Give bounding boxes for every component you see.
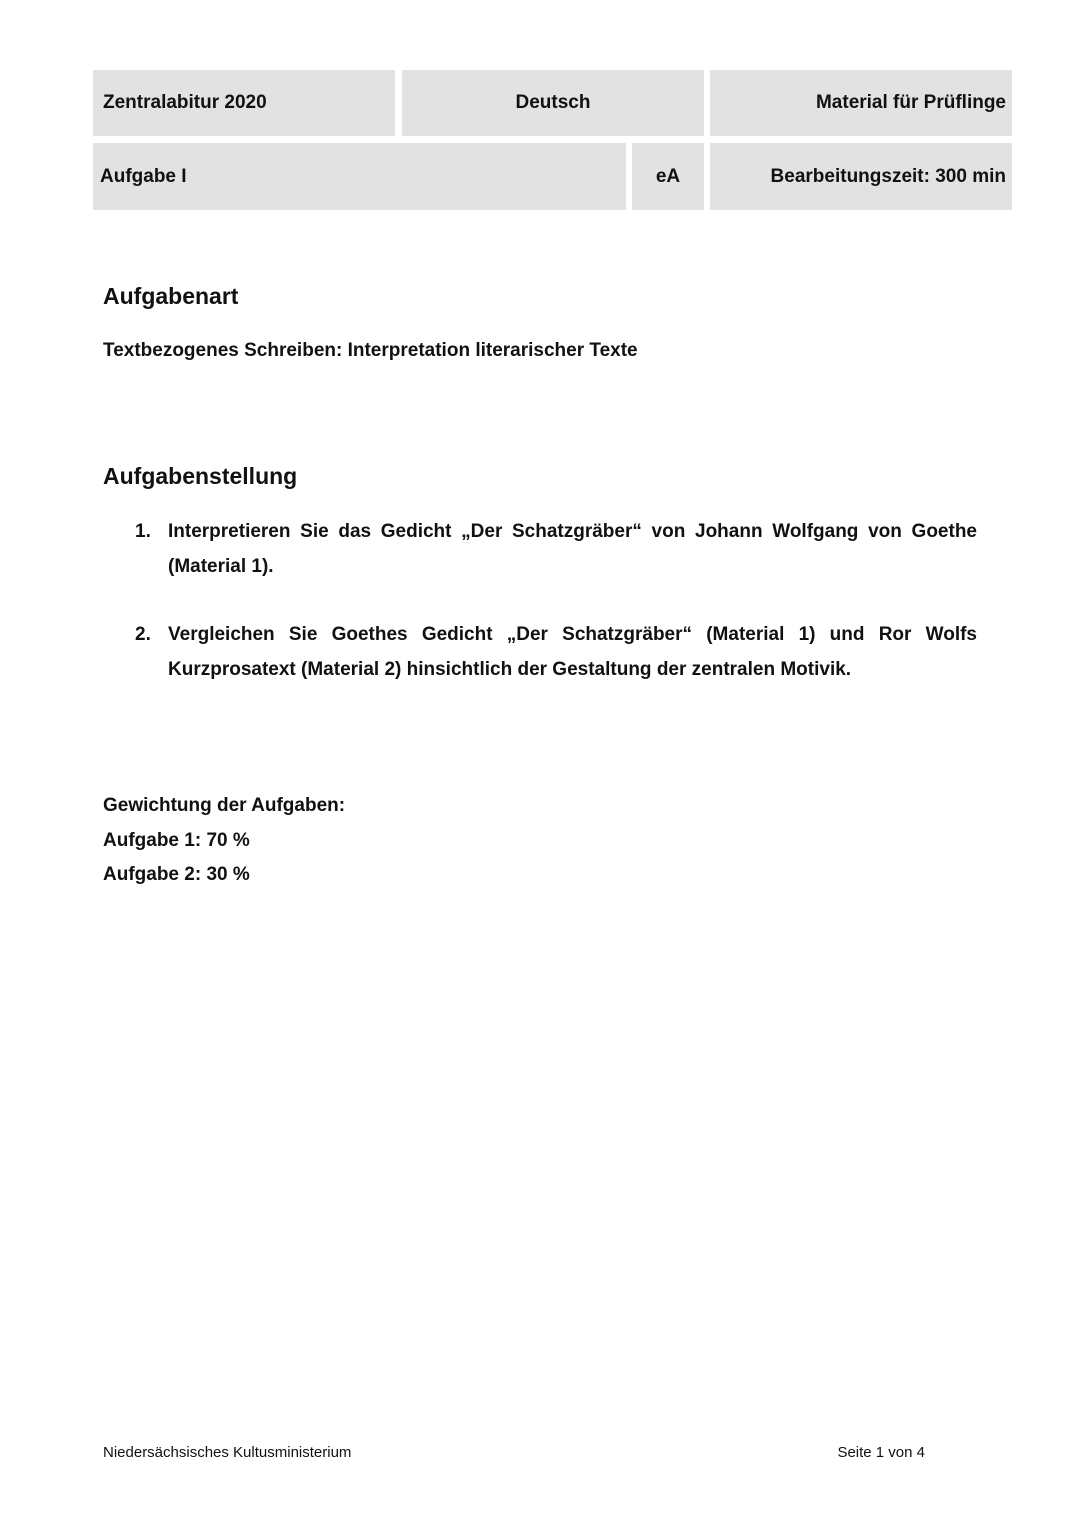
- header-task: Aufgabe I: [93, 143, 626, 210]
- aufgabenstellung-heading: Aufgabenstellung: [103, 463, 298, 489]
- task-text: Vergleichen Sie Goethes Gedicht „Der Schatzgräber“ (Material 1) und Ror Wolfs Kurzprosatext (Material 2) hinsichtlich der Gestaltung der zentralen Motivik.: [168, 624, 977, 680]
- task-item: [135, 514, 977, 584]
- task-number: 1.: [135, 521, 151, 542]
- header-duration: Bearbeitungszeit: 300 min: [710, 143, 1012, 210]
- task-text: Interpretieren Sie das Gedicht „Der Schatzgräber“ von Johann Wolfgang von Goethe (Material 1).: [168, 521, 977, 577]
- aufgabenart-heading: Aufgabenart: [103, 283, 239, 309]
- header-material: Material für Prüflinge: [710, 70, 1012, 136]
- task-item: [135, 617, 977, 687]
- header-subject: Deutsch: [402, 70, 704, 136]
- task-number: 2.: [135, 624, 151, 645]
- weighting-item: Aufgabe 2: 30 %: [103, 864, 250, 885]
- footer-page-number: Seite 1 von 4: [837, 1444, 925, 1461]
- aufgabenart-text: Textbezogenes Schreiben: Interpretation literarischer Texte: [103, 340, 638, 361]
- weighting-item: Aufgabe 1: 70 %: [103, 830, 250, 851]
- footer-publisher: Niedersächsisches Kultusministerium: [103, 1444, 352, 1461]
- weighting-title: Gewichtung der Aufgaben:: [103, 795, 346, 816]
- header-exam: Zentralabitur 2020: [93, 70, 395, 136]
- header-level: eA: [632, 143, 704, 210]
